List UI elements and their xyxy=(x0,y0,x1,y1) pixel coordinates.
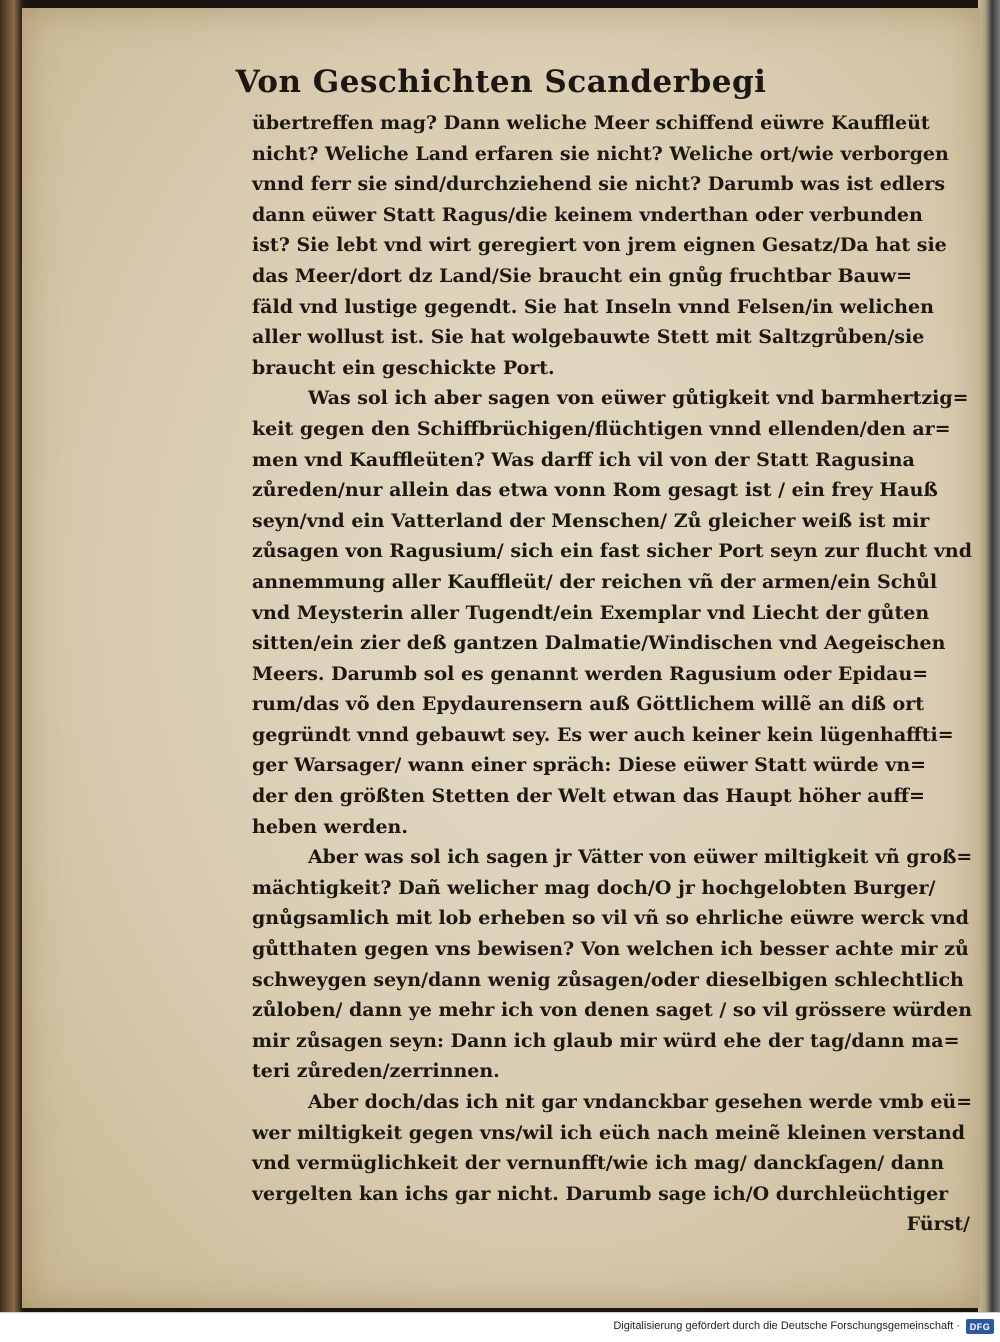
text-line: vnd vermüglichkeit der vernunfft/wie ich mag/ danckſagen/ dann xyxy=(252,1152,945,1175)
text-line: ger Warsager/ wann einer spräch: Diese eüwer Statt würde vn= xyxy=(252,754,927,777)
footer-bar xyxy=(0,1312,1000,1342)
text-line: seyn/vnd ein Vatterland der Menschen/ Zů gleicher weiß ist mir xyxy=(252,509,930,532)
text-line: men vnd Kauffleüten? Was darff ich vil von der Statt Ragusina xyxy=(252,448,915,471)
text-line: Meers. Darumb sol es genannt werden Ragusium oder Epidau= xyxy=(252,662,929,685)
catchword: Fürst/ xyxy=(906,1213,970,1236)
text-line: sitten/ein zier deß gantzen Dalmatie/Windischen vnd Aegeischen xyxy=(252,632,946,655)
text-line: der den größten Stetten der Welt etwan das Haupt höher auff= xyxy=(252,785,925,808)
text-line: vnnd ferr sie sind/durchziehend sie nicht? Darumb was ist edlers xyxy=(252,173,946,196)
text-line: zůloben/ dann ye mehr ich von denen saget / so vil grössere würden xyxy=(252,999,973,1022)
text-line: gůtthaten gegen vns bewisen? Von welchen ich besser achte mir zů xyxy=(252,938,969,961)
text-line: heben werden. xyxy=(252,815,408,838)
text-line: mir zůsagen seyn: Dann ich glaub mir würd ehe der tag/dann ma= xyxy=(252,1029,960,1052)
text-line: Was sol ich aber sagen von eüwer gůtigkeit vnd barmhertzig= xyxy=(308,387,969,410)
text-line: braucht ein geschickte Port. xyxy=(252,356,555,379)
text-line: ist? Sie lebt vnd wirt geregiert von jrem eignen Gesatz/Da hat sie xyxy=(252,234,947,257)
text-line: schweygen seyn/dann wenig zůsagen/oder dieselbigen schlechtlich xyxy=(252,968,964,991)
text-line: Aber doch/das ich nit gar vndanckbar gesehen werde vmb eü= xyxy=(308,1091,973,1113)
text-line: vnd Meysterin aller Tugendt/ein Exemplar vnd Liecht der gůten xyxy=(252,601,930,624)
text-line: keit gegen den Schiffbrüchigen/flüchtigen vnnd ellenden/den ar= xyxy=(252,417,951,440)
text-line: zůreden/nur allein das etwa vonn Rom gesagt ist / ein frey Hauß xyxy=(252,479,938,502)
funding-credit: Digitalisierung gefördert durch die Deutsche Forschungsgemeinschaft · xyxy=(613,1320,960,1332)
body-text xyxy=(252,108,972,1240)
text-line: gegründt vnnd gebauwt sey. Es wer auch keiner kein lügenhaffti= xyxy=(252,723,954,746)
text-line: aller wollust ist. Sie hat wolgebauwte Stett mit Saltzgrůben/sie xyxy=(252,326,925,349)
text-line: dann eüwer Statt Ragus/die keinem vnderthan oder verbunden xyxy=(252,203,923,226)
text-line: nicht? Weliche Land erfaren sie nicht? Weliche ort/wie verborgen xyxy=(252,142,949,165)
text-line: fäld vnd lustige gegendt. Sie hat Inseln vnnd Felsen/in welichen xyxy=(252,295,934,318)
text-line: rum/das võ den Epydaurensern auß Göttlichem willẽ an diß ort xyxy=(252,693,924,716)
text-line: Aber was sol ich sagen jr Vätter von eüwer miltigkeit vñ groß= xyxy=(308,846,973,869)
text-line: das Meer/dort dz Land/Sie braucht ein gnůg fruchtbar Bauw= xyxy=(252,264,913,287)
text-line: übertreffen mag? Dann weliche Meer schiffend eüwre Kauffleüt xyxy=(252,112,930,134)
book-page xyxy=(22,8,980,1308)
running-head: Von Geschichten Scanderbegi xyxy=(235,64,767,100)
text-line: gnůgsamlich mit lob erheben so vil vñ so ehrliche eüwre werck vnd xyxy=(252,907,969,930)
text-line: wer miltigkeit gegen vns/wil ich eüch nach meinẽ kleinen verstand xyxy=(252,1121,966,1144)
text-line: vergelten kan ichs gar nicht. Darumb sage ich/O durchleüchtiger xyxy=(252,1182,949,1205)
dfg-logo-icon[interactable]: DFG xyxy=(966,1319,994,1334)
text-line: zůsagen von Ragusium/ sich ein fast sicher Port seyn zur flucht vnd xyxy=(252,540,972,563)
page-fore-edge xyxy=(978,0,1000,1312)
text-line: teri zůreden/zerrinnen. xyxy=(252,1060,500,1083)
text-line: mächtigkeit? Dañ welicher mag doch/O jr hochgelobten Burger/ xyxy=(252,876,936,899)
text-line: annemmung aller Kauffleüt/ der reichen vñ der armen/ein Schůl xyxy=(252,570,938,593)
